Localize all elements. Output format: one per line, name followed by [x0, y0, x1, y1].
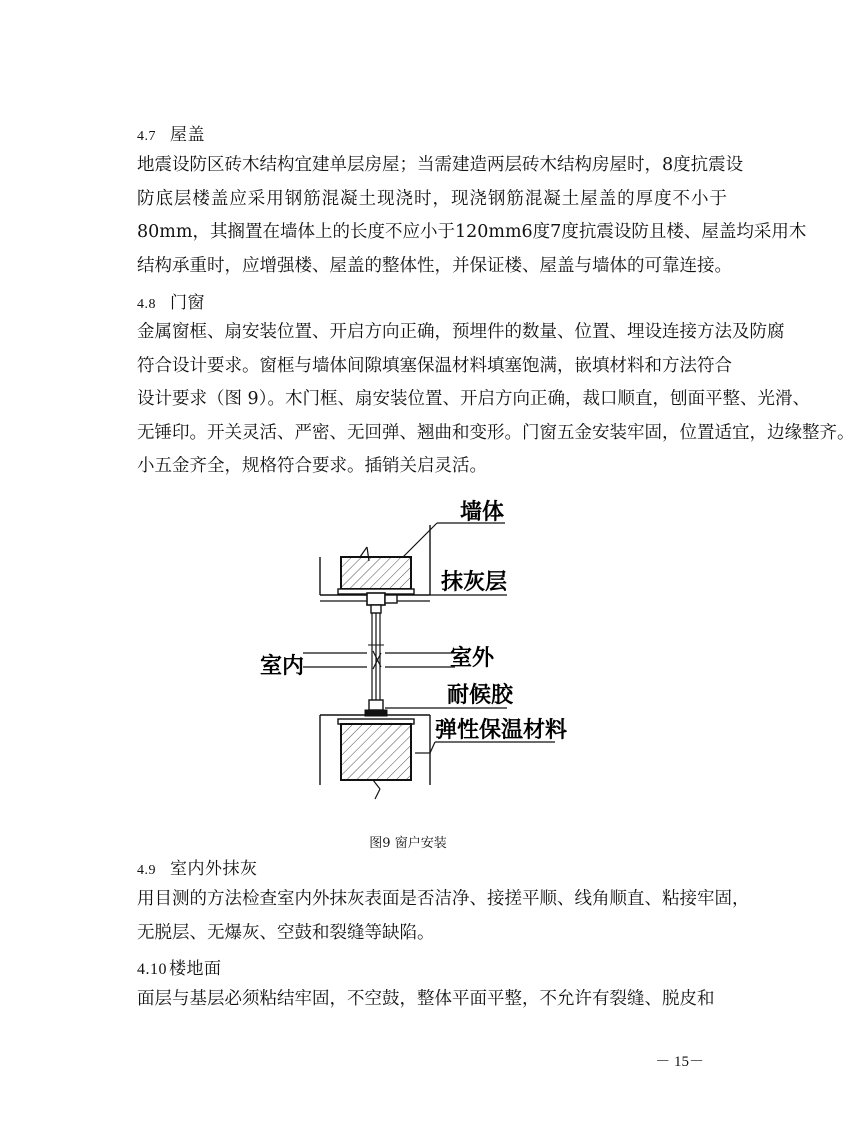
section-title: 门窗 — [170, 293, 205, 313]
section-number: 4.7 — [137, 129, 156, 144]
section-number: 4.10 — [137, 961, 167, 978]
label-wall: 墙体 — [460, 500, 505, 525]
paragraph-floor — [137, 983, 727, 1017]
section-heading-4-10 — [137, 954, 222, 979]
paragraph-line: 无脱层、无爆灰、空鼓和裂缝等缺陷。 — [137, 922, 435, 943]
paragraph-plaster — [137, 883, 750, 950]
section-title: 楼地面 — [169, 959, 222, 979]
label-outdoor: 室外 — [450, 646, 495, 671]
paragraph-line: 无锤印。开关灵活、严密、无回弹、翘曲和变形。门窗五金安装牢固，位置适宜，边缘整齐。 — [137, 422, 855, 443]
label-indoor: 室内 — [260, 654, 305, 679]
window-frame-top — [367, 593, 397, 613]
section-heading-4-8 — [137, 288, 205, 313]
indoor-outdoor-lines — [303, 653, 455, 667]
wall-top — [320, 525, 430, 601]
section-number: 4.8 — [137, 297, 156, 312]
label-sealant: 耐候胶 — [447, 683, 514, 708]
section-title: 屋盖 — [170, 125, 205, 145]
section-heading-4-7 — [137, 120, 205, 145]
paragraph-roof — [137, 149, 807, 283]
paragraph-line: 符合设计要求。窗框与墙体间隙填塞保温材料填塞饱满，嵌填材料和方法符合 — [137, 355, 732, 376]
paragraph-line: 设计要求（图 9）。木门框、扇安装位置、开启方向正确，裁口顺直，刨面平整、光滑、 — [137, 389, 810, 409]
paragraph-doors-windows — [137, 316, 855, 484]
paragraph-line: 面层与基层必须粘结牢固，不空鼓，整体平面平整，不允许有裂缝、脱皮和 — [137, 989, 715, 1009]
paragraph-line: 80mm，其搁置在墙体上的长度不应小于120mm6度7度抗震设防且楼、屋盖均采用木 — [137, 222, 807, 242]
label-plaster-layer: 抹灰层 — [441, 570, 508, 595]
section-number: 4.9 — [137, 863, 156, 878]
glass-panes — [368, 613, 384, 700]
paragraph-line: 用目测的方法检查室内外抹灰表面是否洁净、接搓平顺、线角顺直、粘接牢固， — [137, 889, 750, 909]
page-number: － 15－ — [655, 1054, 704, 1070]
label-insulation: 弹性保温材料 — [435, 718, 568, 743]
figure-caption: 图9 窗户安装 — [369, 836, 447, 851]
paragraph-line: 防底层楼盖应采用钢筋混凝土现浇时，现浇钢筋混凝土屋盖的厚度不小于 — [137, 188, 727, 209]
section-title: 室内外抹灰 — [170, 859, 258, 879]
paragraph-line: 地震设防区砖木结构宜建单层房屋；当需建造两层砖木结构房屋时，8度抗震设 — [137, 155, 744, 175]
paragraph-line: 小五金齐全，规格符合要求。插销关启灵活。 — [137, 456, 487, 476]
paragraph-line: 结构承重时，应增强楼、屋盖的整体性，并保证楼、屋盖与墙体的可靠连接。 — [137, 255, 732, 276]
window-installation-diagram — [255, 495, 575, 805]
wall-bottom — [320, 715, 430, 799]
window-frame-bottom — [365, 700, 387, 716]
paragraph-line: 金属窗框、扇安装位置、开启方向正确，预埋件的数量、位置、埋设连接方法及防腐 — [137, 322, 785, 342]
section-heading-4-9 — [137, 854, 258, 879]
